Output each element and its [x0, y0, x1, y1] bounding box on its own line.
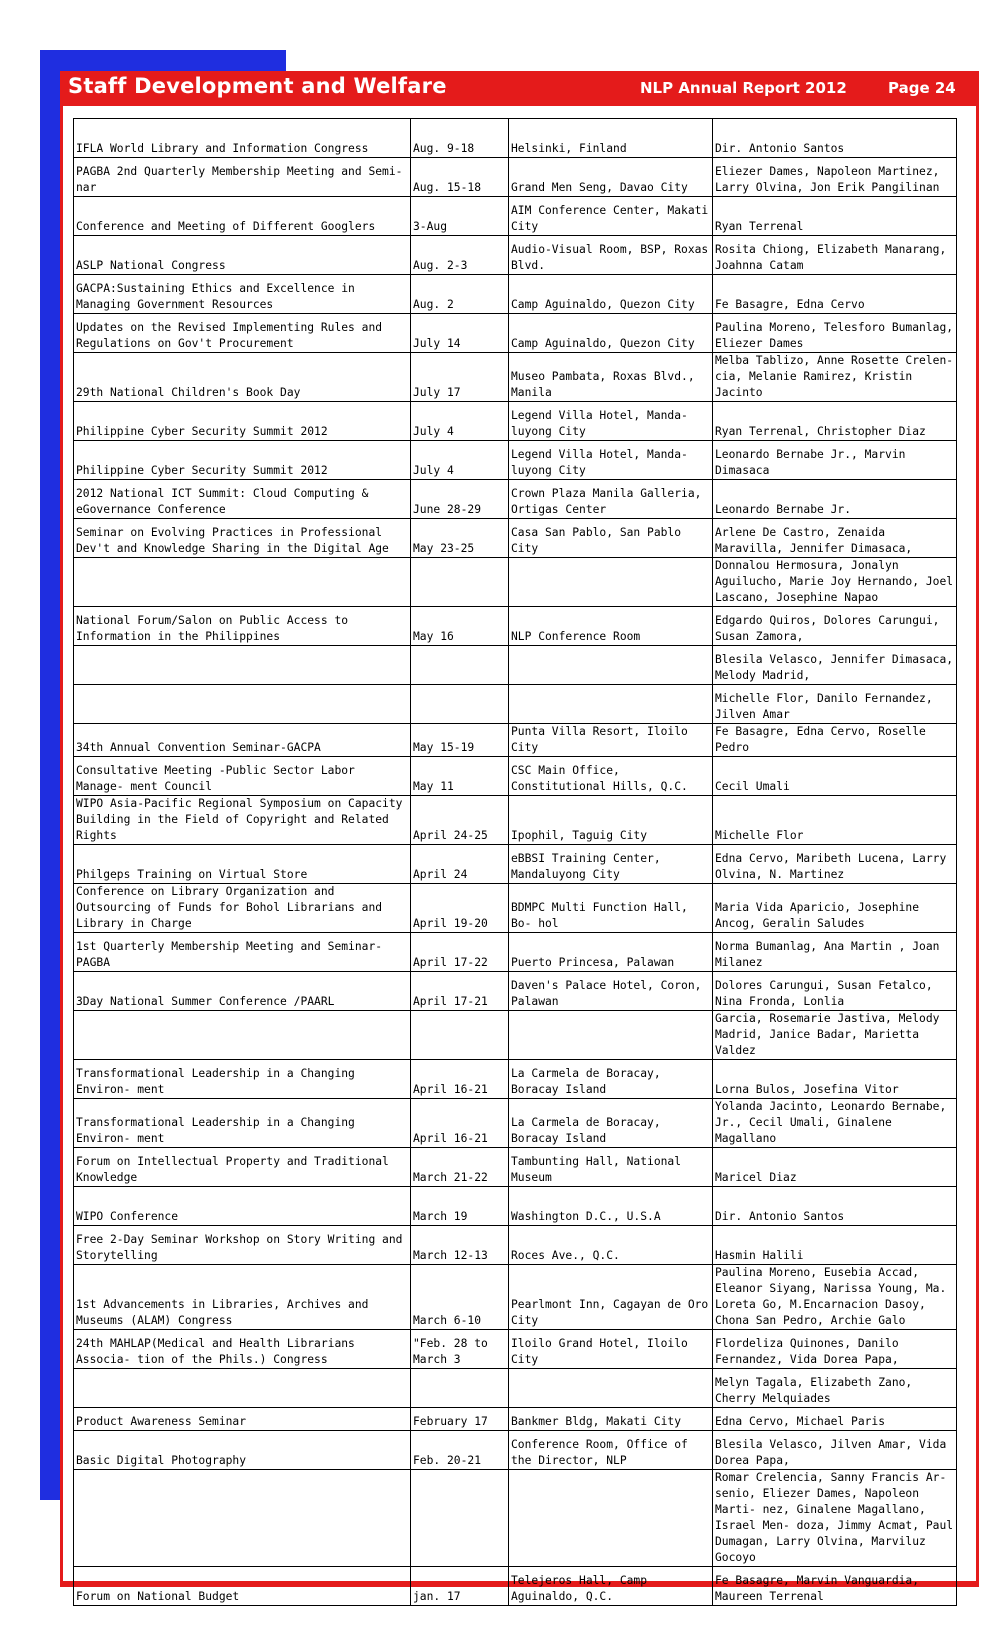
date-cell: "Feb. 28 to March 3	[411, 1330, 509, 1369]
event-cell	[74, 1369, 411, 1408]
event-cell	[74, 558, 411, 607]
date-cell: Feb. 20-21	[411, 1431, 509, 1470]
date-cell: Aug. 2-3	[411, 236, 509, 275]
venue-cell: Casa San Pablo, San Pablo City	[509, 519, 713, 558]
venue-cell: Camp Aguinaldo, Quezon City	[509, 275, 713, 314]
table-row	[74, 275, 957, 314]
event-cell: Philippine Cyber Security Summit 2012	[74, 402, 411, 441]
date-cell: February 17	[411, 1408, 509, 1431]
table-row	[74, 314, 957, 353]
participants-cell: Fe Basagre, Edna Cervo	[713, 275, 957, 314]
table-row	[74, 1567, 957, 1606]
table-row	[74, 402, 957, 441]
table-row	[74, 1226, 957, 1265]
participants-cell: Paulina Moreno, Telesforo Bumanlag, Eliezer Dames	[713, 314, 957, 353]
participants-cell: Maria Vida Aparicio, Josephine Ancog, Geralin Saludes	[713, 884, 957, 933]
event-cell: 2012 National ICT Summit: Cloud Computing & eGovernance Conference	[74, 480, 411, 519]
event-cell: WIPO Asia-Pacific Regional Symposium on Capacity Building in the Field of Copyright and Related Rights	[74, 796, 411, 845]
date-cell: July 4	[411, 441, 509, 480]
venue-cell: Washington D.C., U.S.A	[509, 1187, 713, 1226]
date-cell	[411, 1470, 509, 1567]
table-row	[74, 607, 957, 646]
venue-cell: Bankmer Bldg, Makati City	[509, 1408, 713, 1431]
participants-cell: Garcia, Rosemarie Jastiva, Melody Madrid, Janice Badar, Marietta Valdez	[713, 1011, 957, 1060]
participants-cell: Dolores Carungui, Susan Fetalco, Nina Fronda, Lonlia	[713, 972, 957, 1011]
event-cell: Forum on National Budget	[74, 1567, 411, 1606]
table-row	[74, 1408, 957, 1431]
date-cell: April 17-21	[411, 972, 509, 1011]
table-row	[74, 685, 957, 724]
participants-cell: Norma Bumanlag, Ana Martin , Joan Milanez	[713, 933, 957, 972]
event-cell: Conference and Meeting of Different Googlers	[74, 197, 411, 236]
event-cell: Transformational Leadership in a Changing Environ- ment	[74, 1060, 411, 1099]
table-row	[74, 519, 957, 558]
table-row	[74, 236, 957, 275]
date-cell: March 12-13	[411, 1226, 509, 1265]
table-row	[74, 353, 957, 402]
event-cell: 3Day National Summer Conference /PAARL	[74, 972, 411, 1011]
venue-cell	[509, 1369, 713, 1408]
event-cell: Transformational Leadership in a Changing Environ- ment	[74, 1099, 411, 1148]
venue-cell: CSC Main Office, Constitutional Hills, Q.C.	[509, 757, 713, 796]
participants-cell: Flordeliza Quinones, Danilo Fernandez, Vida Dorea Papa,	[713, 1330, 957, 1369]
table-row	[74, 1369, 957, 1408]
venue-cell: Puerto Princesa, Palawan	[509, 933, 713, 972]
event-cell: Forum on Intellectual Property and Traditional Knowledge	[74, 1148, 411, 1187]
date-cell: March 21-22	[411, 1148, 509, 1187]
event-cell: 29th National Children's Book Day	[74, 353, 411, 402]
table-row	[74, 933, 957, 972]
venue-cell: Pearlmont Inn, Cagayan de Oro City	[509, 1265, 713, 1330]
venue-cell: AIM Conference Center, Makati City	[509, 197, 713, 236]
date-cell: May 11	[411, 757, 509, 796]
venue-cell: Tambunting Hall, National Museum	[509, 1148, 713, 1187]
participants-cell: Donnalou Hermosura, Jonalyn Aguilucho, Marie Joy Hernando, Joel Lascano, Josephine Napao	[713, 558, 957, 607]
venue-cell: Camp Aguinaldo, Quezon City	[509, 314, 713, 353]
table-row	[74, 558, 957, 607]
venue-cell: Iloilo Grand Hotel, Iloilo City	[509, 1330, 713, 1369]
report-title: NLP Annual Report 2012	[640, 79, 847, 97]
date-cell: April 24-25	[411, 796, 509, 845]
participants-cell: Lorna Bulos, Josefina Vitor	[713, 1060, 957, 1099]
event-cell: PAGBA 2nd Quarterly Membership Meeting and Semi- nar	[74, 158, 411, 197]
participants-cell: Michelle Flor, Danilo Fernandez, Jilven Amar	[713, 685, 957, 724]
table-row	[74, 1265, 957, 1330]
table-row	[74, 724, 957, 757]
participants-cell: Blesila Velasco, Jilven Amar, Vida Dorea Papa,	[713, 1431, 957, 1470]
table-row	[74, 1148, 957, 1187]
date-cell: April 16-21	[411, 1099, 509, 1148]
date-cell: May 16	[411, 607, 509, 646]
venue-cell: La Carmela de Boracay, Boracay Island	[509, 1099, 713, 1148]
date-cell: April 16-21	[411, 1060, 509, 1099]
table-row	[74, 1431, 957, 1470]
participants-cell: Eliezer Dames, Napoleon Martinez, Larry Olvina, Jon Erik Pangilinan	[713, 158, 957, 197]
table-row	[74, 1187, 957, 1226]
event-cell: 1st Quarterly Membership Meeting and Seminar- PAGBA	[74, 933, 411, 972]
table-row	[74, 1060, 957, 1099]
participants-cell: Dir. Antonio Santos	[713, 119, 957, 158]
event-cell: IFLA World Library and Information Congress	[74, 119, 411, 158]
date-cell: 3-Aug	[411, 197, 509, 236]
participants-cell: Ryan Terrenal, Christopher Diaz	[713, 402, 957, 441]
date-cell: March 6-10	[411, 1265, 509, 1330]
table-row	[74, 119, 957, 158]
date-cell: March 19	[411, 1187, 509, 1226]
venue-cell: Daven's Palace Hotel, Coron, Palawan	[509, 972, 713, 1011]
event-cell	[74, 1470, 411, 1567]
venue-cell	[509, 558, 713, 607]
participants-cell: Edna Cervo, Michael Paris	[713, 1408, 957, 1431]
participants-cell: Maricel Diaz	[713, 1148, 957, 1187]
section-title: Staff Development and Welfare	[68, 74, 447, 98]
participants-cell: Rosita Chiong, Elizabeth Manarang, Joahnna Catam	[713, 236, 957, 275]
venue-cell: Punta Villa Resort, Iloilo City	[509, 724, 713, 757]
venue-cell: Telejeros Hall, Camp Aguinaldo, Q.C.	[509, 1567, 713, 1606]
venue-cell: Conference Room, Office of the Director, NLP	[509, 1431, 713, 1470]
date-cell: May 23-25	[411, 519, 509, 558]
participants-cell: Yolanda Jacinto, Leonardo Bernabe, Jr., Cecil Umali, Ginalene Magallano	[713, 1099, 957, 1148]
table-row	[74, 441, 957, 480]
event-cell	[74, 1011, 411, 1060]
venue-cell: Ipophil, Taguig City	[509, 796, 713, 845]
venue-cell: Legend Villa Hotel, Manda- luyong City	[509, 441, 713, 480]
date-cell	[411, 558, 509, 607]
table-row	[74, 1330, 957, 1369]
participants-cell: Cecil Umali	[713, 757, 957, 796]
date-cell: April 24	[411, 845, 509, 884]
date-cell	[411, 1369, 509, 1408]
event-cell: Seminar on Evolving Practices in Professional Dev't and Knowledge Sharing in the Digital Age	[74, 519, 411, 558]
venue-cell: Roces Ave., Q.C.	[509, 1226, 713, 1265]
event-cell: 1st Advancements in Libraries, Archives and Museums (ALAM) Congress	[74, 1265, 411, 1330]
participants-cell: Leonardo Bernabe Jr., Marvin Dimasaca	[713, 441, 957, 480]
event-cell: 34th Annual Convention Seminar-GACPA	[74, 724, 411, 757]
participants-cell: Hasmin Halili	[713, 1226, 957, 1265]
venue-cell	[509, 1470, 713, 1567]
participants-cell: Fe Basagre, Edna Cervo, Roselle Pedro	[713, 724, 957, 757]
date-cell: July 14	[411, 314, 509, 353]
event-cell: Free 2-Day Seminar Workshop on Story Writing and Storytelling	[74, 1226, 411, 1265]
event-cell: Conference on Library Organization and Outsourcing of Funds for Bohol Librarians and Library in Charge	[74, 884, 411, 933]
participants-cell: Melyn Tagala, Elizabeth Zano, Cherry Melquiades	[713, 1369, 957, 1408]
venue-cell: Crown Plaza Manila Galleria, Ortigas Center	[509, 480, 713, 519]
page-number: Page 24	[888, 79, 956, 97]
training-events-table	[73, 118, 957, 1606]
event-cell: WIPO Conference	[74, 1187, 411, 1226]
venue-cell: Museo Pambata, Roxas Blvd., Manila	[509, 353, 713, 402]
date-cell: Aug. 9-18	[411, 119, 509, 158]
participants-cell: Melba Tablizo, Anne Rosette Crelen- cia, Melanie Ramirez, Kristin Jacinto	[713, 353, 957, 402]
event-cell: Updates on the Revised Implementing Rules and Regulations on Gov't Procurement	[74, 314, 411, 353]
participants-cell: Edgardo Quiros, Dolores Carungui, Susan Zamora,	[713, 607, 957, 646]
event-cell: Philippine Cyber Security Summit 2012	[74, 441, 411, 480]
date-cell: Aug. 2	[411, 275, 509, 314]
venue-cell: NLP Conference Room	[509, 607, 713, 646]
event-cell: 24th MAHLAP(Medical and Health Librarians Associa- tion of the Phils.) Congress	[74, 1330, 411, 1369]
event-cell: Product Awareness Seminar	[74, 1408, 411, 1431]
table-row	[74, 480, 957, 519]
venue-cell	[509, 646, 713, 685]
event-cell: Basic Digital Photography	[74, 1431, 411, 1470]
table-row	[74, 1099, 957, 1148]
date-cell: July 4	[411, 402, 509, 441]
date-cell	[411, 685, 509, 724]
venue-cell: La Carmela de Boracay, Boracay Island	[509, 1060, 713, 1099]
date-cell: June 28-29	[411, 480, 509, 519]
participants-cell: Dir. Antonio Santos	[713, 1187, 957, 1226]
participants-cell: Paulina Moreno, Eusebia Accad, Eleanor Siyang, Narissa Young, Ma. Loreta Go, M.Encarnacion Dasoy, Chona San Pedro, Archie Galo	[713, 1265, 957, 1330]
date-cell: Aug. 15-18	[411, 158, 509, 197]
table-row	[74, 884, 957, 933]
participants-cell: Arlene De Castro, Zenaida Maravilla, Jennifer Dimasaca,	[713, 519, 957, 558]
date-cell	[411, 646, 509, 685]
event-cell	[74, 685, 411, 724]
venue-cell	[509, 685, 713, 724]
participants-cell: Ryan Terrenal	[713, 197, 957, 236]
date-cell: April 19-20	[411, 884, 509, 933]
date-cell: July 17	[411, 353, 509, 402]
venue-cell: Helsinki, Finland	[509, 119, 713, 158]
event-cell: ASLP National Congress	[74, 236, 411, 275]
participants-cell: Fe Basagre, Marvin Vanguardia, Maureen Terrenal	[713, 1567, 957, 1606]
participants-cell: Romar Crelencia, Sanny Francis Ar- senio, Eliezer Dames, Napoleon Marti- nez, Ginalene Magallano, Israel Men- doza, Jimmy Acmat, Paul Dumagan, Larry Olvina, Marviluz Gocoyo	[713, 1470, 957, 1567]
venue-cell: Grand Men Seng, Davao City	[509, 158, 713, 197]
table-row	[74, 757, 957, 796]
table-row	[74, 646, 957, 685]
table-row	[74, 796, 957, 845]
venue-cell: BDMPC Multi Function Hall, Bo- hol	[509, 884, 713, 933]
table-row	[74, 845, 957, 884]
table-row	[74, 158, 957, 197]
event-cell: GACPA:Sustaining Ethics and Excellence in Managing Government Resources	[74, 275, 411, 314]
participants-cell: Leonardo Bernabe Jr.	[713, 480, 957, 519]
table-row	[74, 197, 957, 236]
event-cell: National Forum/Salon on Public Access to Information in the Philippines	[74, 607, 411, 646]
table-row	[74, 972, 957, 1011]
date-cell: jan. 17	[411, 1567, 509, 1606]
page-header	[60, 71, 979, 106]
venue-cell	[509, 1011, 713, 1060]
event-cell: Philgeps Training on Virtual Store	[74, 845, 411, 884]
venue-cell: Legend Villa Hotel, Manda- luyong City	[509, 402, 713, 441]
table-row	[74, 1011, 957, 1060]
date-cell: April 17-22	[411, 933, 509, 972]
participants-cell: Edna Cervo, Maribeth Lucena, Larry Olvina, N. Martinez	[713, 845, 957, 884]
participants-cell: Blesila Velasco, Jennifer Dimasaca, Melody Madrid,	[713, 646, 957, 685]
venue-cell: eBBSI Training Center, Mandaluyong City	[509, 845, 713, 884]
date-cell: May 15-19	[411, 724, 509, 757]
date-cell	[411, 1011, 509, 1060]
venue-cell: Audio-Visual Room, BSP, Roxas Blvd.	[509, 236, 713, 275]
table-row	[74, 1470, 957, 1567]
participants-cell: Michelle Flor	[713, 796, 957, 845]
event-cell: Consultative Meeting -Public Sector Labor Manage- ment Council	[74, 757, 411, 796]
event-cell	[74, 646, 411, 685]
